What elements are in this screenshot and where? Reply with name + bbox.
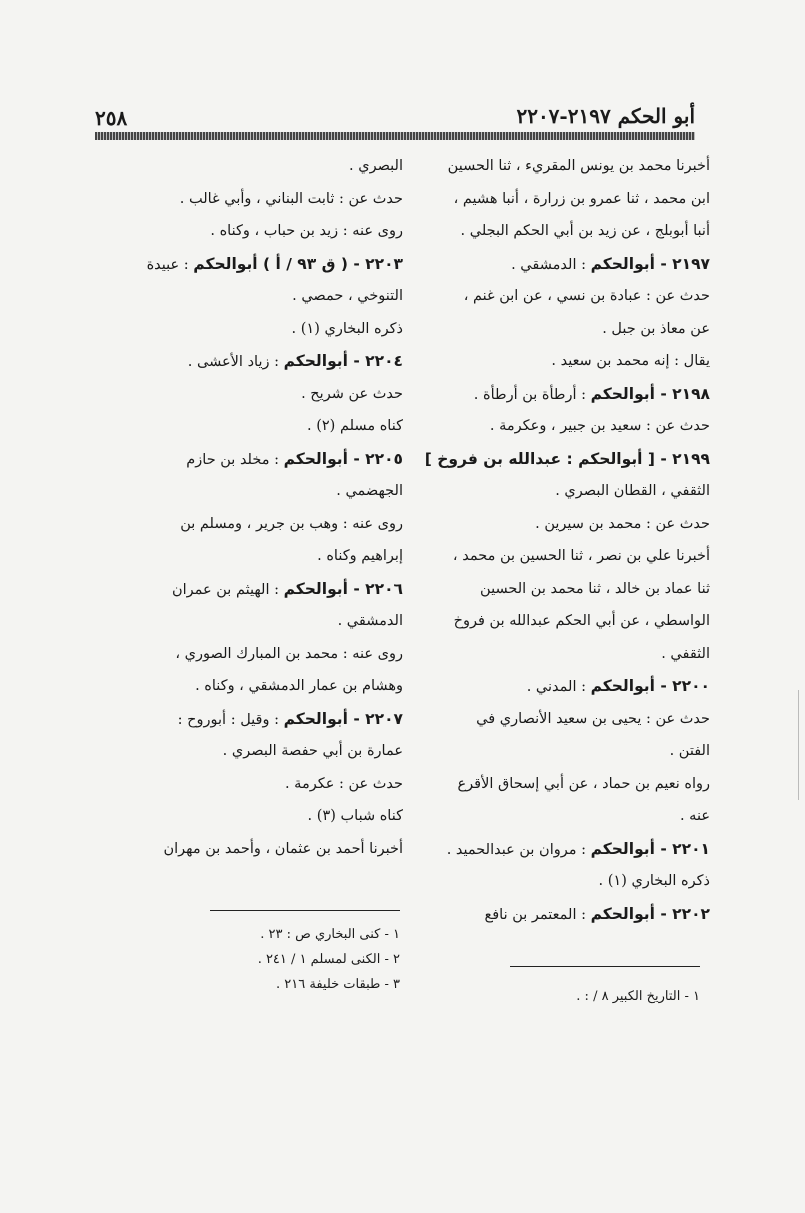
text-line	[98, 215, 403, 248]
line-text: التنوخي ، حمصي .	[292, 288, 403, 304]
text-line	[98, 703, 403, 736]
text-line	[405, 768, 710, 801]
text-line	[98, 540, 403, 573]
line-text: الثقفي ، القطان البصري .	[555, 483, 710, 499]
line-text: أخبرنا محمد بن يونس المقريء ، ثنا الحسين	[447, 158, 710, 174]
right-column	[405, 150, 710, 930]
entry-heading: ٢٢٠١ - أبوالحكم	[590, 839, 710, 858]
text-line	[98, 605, 403, 638]
text-line	[98, 735, 403, 768]
text-line	[405, 345, 710, 378]
header-rule	[95, 132, 695, 140]
text-line	[405, 540, 710, 573]
line-text: روى عنه : محمد بن المبارك الصوري ،	[175, 645, 403, 662]
line-text: ثنا عماد بن خالد ، ثنا محمد بن الحسين	[480, 580, 710, 597]
line-text: : عبيدة	[146, 256, 194, 273]
text-line	[405, 573, 710, 606]
line-text: الدمشقي .	[337, 613, 403, 629]
line-text: روى عنه : زيد بن حباب ، وكناه .	[210, 223, 403, 239]
line-text: حدث عن : ثابت البناني ، وأبي غالب .	[179, 190, 403, 207]
text-line	[98, 183, 403, 216]
page-header	[95, 104, 695, 144]
text-line	[405, 638, 710, 671]
footnote: ٢ - الكنى لمسلم ١ / ٢٤١ .	[257, 952, 400, 967]
text-line	[98, 345, 403, 378]
text-line	[98, 410, 403, 443]
text-line	[98, 833, 403, 866]
line-text: عنه .	[679, 808, 710, 824]
line-text: : زياد الأعشى .	[187, 354, 284, 370]
text-line	[405, 215, 710, 248]
running-title: أبو الحكم ٢١٩٧-٢٢٠٧	[516, 104, 695, 128]
line-text: : الهيثم بن عمران	[171, 581, 284, 598]
line-text: روى عنه : وهب بن جرير ، ومسلم بن	[180, 515, 403, 532]
text-line	[405, 313, 710, 346]
text-line	[405, 898, 710, 931]
line-text: الثقفي .	[661, 645, 710, 662]
page-number: ٢٥٨	[95, 106, 128, 130]
text-line	[98, 248, 403, 281]
line-text: البصري .	[349, 158, 403, 174]
line-text: يقال : إنه محمد بن سعيد .	[551, 353, 710, 369]
line-text: إبراهيم وكناه .	[317, 548, 403, 564]
line-text: : مخلد بن حازم	[186, 451, 284, 468]
line-text: أخبرنا علي بن نصر ، ثنا الحسين بن محمد ،	[452, 548, 710, 564]
line-text: وهشام بن عمار الدمشقي ، وكناه .	[195, 678, 403, 694]
entry-heading: ٢٢٠٥ - أبوالحكم	[283, 449, 403, 468]
line-text: الفتن .	[669, 743, 710, 759]
text-line	[98, 378, 403, 411]
text-line	[405, 410, 710, 443]
line-text: رواه نعيم بن حماد ، عن أبي إسحاق الأقرع	[457, 775, 710, 792]
text-line	[405, 475, 710, 508]
line-text: ذكره البخاري (١) .	[598, 873, 710, 889]
text-line	[98, 638, 403, 671]
text-line	[98, 768, 403, 801]
text-line	[405, 670, 710, 703]
entry-heading: ٢١٩٩ - [ أبوالحكم : عبدالله بن فروخ ]	[424, 449, 710, 468]
line-text: كناه شباب (٣) .	[307, 808, 403, 824]
entry-heading: ٢١٩٧ - أبوالحكم	[590, 254, 710, 273]
text-line	[405, 183, 710, 216]
line-text: حدث عن : سعيد بن جبير ، وعكرمة .	[489, 418, 710, 434]
text-line	[405, 605, 710, 638]
line-text: حدث عن : عبادة بن نسي ، عن ابن غنم ،	[463, 288, 710, 304]
line-text: حدث عن شريح .	[301, 385, 403, 402]
line-text: أنبا أبوبلج ، عن زيد بن أبي الحكم البجلي .	[460, 223, 710, 239]
entry-heading: ٢٢٠٣ - ( ق ٩٣ / أ ) أبوالحكم	[193, 254, 403, 273]
text-line	[405, 378, 710, 411]
line-text: الواسطي ، عن أبي الحكم عبدالله بن فروخ	[453, 613, 710, 629]
line-text: أخبرنا أحمد بن عثمان ، وأحمد بن مهران	[163, 840, 403, 857]
text-line	[98, 573, 403, 606]
footnote: ١ - كنى البخاري ص : ٢٣ .	[260, 927, 400, 942]
entry-heading: ٢٢٠٦ - أبوالحكم	[283, 579, 403, 598]
margin-mark	[798, 690, 799, 800]
line-text: : أرطأة بن أرطأة .	[473, 386, 591, 403]
text-line	[405, 865, 710, 898]
entry-heading: ٢٢٠٠ - أبوالحكم	[590, 677, 710, 695]
text-line	[98, 443, 403, 476]
text-line	[98, 800, 403, 833]
text-line	[98, 670, 403, 703]
left-footnote-rule	[210, 910, 400, 911]
line-text: : وقيل : أبوروح :	[177, 711, 284, 728]
right-footnotes	[420, 984, 700, 1009]
text-line	[405, 248, 710, 281]
line-text: ذكره البخاري (١) .	[291, 320, 403, 337]
text-line	[405, 280, 710, 313]
text-line	[98, 508, 403, 541]
line-text: : مروان بن عبدالحميد .	[446, 841, 591, 858]
entry-heading: ٢٢٠٤ - أبوالحكم	[283, 352, 403, 370]
text-line	[98, 313, 403, 346]
line-text: : المدني .	[526, 679, 591, 695]
line-text: : المعتمر بن نافع	[484, 906, 591, 923]
line-text: حدث عن : يحيى بن سعيد الأنصاري في	[476, 710, 710, 727]
left-column	[98, 150, 403, 865]
right-footnote-rule	[510, 966, 700, 967]
text-line	[405, 508, 710, 541]
entry-heading: ٢٢٠٧ - أبوالحكم	[283, 709, 403, 728]
footnote: ١ - التاريخ الكبير ٨ / : .	[576, 989, 700, 1004]
text-line	[98, 280, 403, 313]
text-line	[405, 150, 710, 183]
text-line	[405, 735, 710, 768]
line-text: الجهضمي .	[336, 483, 403, 499]
entry-heading: ٢١٩٨ - أبوالحكم	[590, 384, 710, 403]
entry-heading: ٢٢٠٢ - أبوالحكم	[590, 904, 710, 923]
line-text: حدث عن : محمد بن سيرين .	[535, 515, 710, 532]
left-footnotes	[150, 922, 400, 997]
line-text: ابن محمد ، ثنا عمرو بن زرارة ، أنبا هشيم ،	[453, 190, 710, 207]
line-text: كناه مسلم (٢) .	[306, 418, 403, 434]
line-text: عمارة بن أبي حفصة البصري .	[222, 743, 403, 759]
text-line	[98, 475, 403, 508]
text-line	[405, 703, 710, 736]
text-line	[405, 833, 710, 866]
line-text: عن معاذ بن جبل .	[602, 320, 710, 337]
line-text: حدث عن : عكرمة .	[284, 775, 403, 792]
line-text: : الدمشقي .	[511, 256, 591, 273]
text-line	[405, 443, 710, 476]
text-line	[98, 150, 403, 183]
text-line	[405, 800, 710, 833]
footnote: ٣ - طبقات خليفة ٢١٦ .	[276, 977, 400, 992]
